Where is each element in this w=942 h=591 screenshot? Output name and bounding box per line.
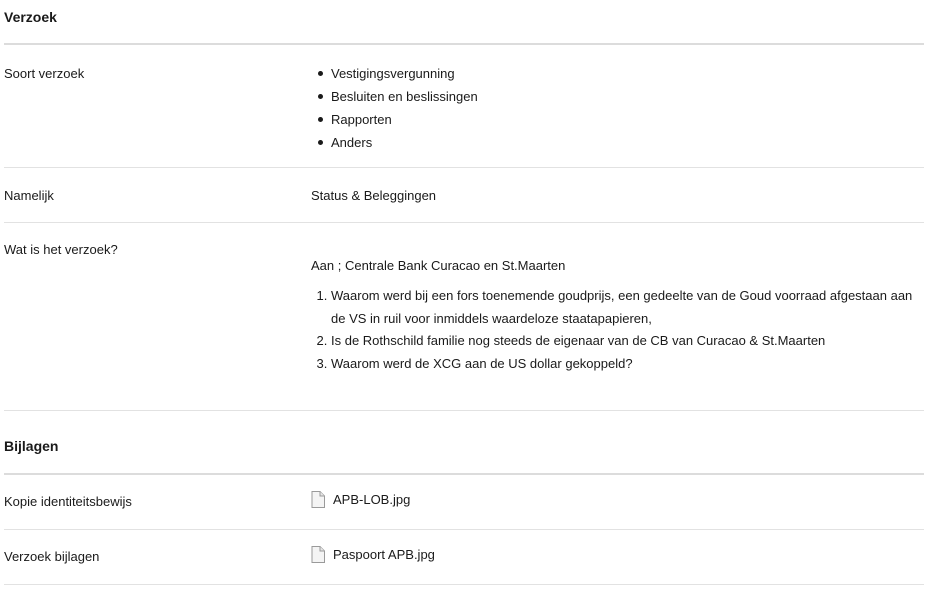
attachment-file-link[interactable] bbox=[311, 491, 924, 508]
row-request-question bbox=[4, 223, 924, 411]
row-request-type bbox=[4, 45, 924, 168]
row-attachment-id bbox=[4, 475, 924, 530]
list-item: 3. Waarom werd de XCG aan de US dollar gekoppeld? bbox=[331, 353, 924, 376]
attachment-filename[interactable]: Paspoort APB.jpg bbox=[333, 547, 435, 562]
list-item: Besluiten en beslissingen bbox=[331, 85, 924, 108]
list-item: Rapporten bbox=[331, 108, 924, 131]
namely-value: Status & Beleggingen bbox=[311, 188, 437, 203]
namely-label: Namelijk bbox=[4, 188, 54, 203]
section-title-attachments: Bijlagen bbox=[4, 411, 924, 475]
request-details bbox=[4, 0, 924, 585]
section-title-request: Verzoek bbox=[4, 0, 924, 45]
list-item: 2. Is de Rothschild familie nog steeds de eigenaar van de CB van Curacao & St.Maarten bbox=[331, 330, 924, 353]
list-item: 1. Waarom werd bij een fors toenemende goudprijs, een gedeelte van de Goud voorraad afgestaan aan de VS in ruil voor inmiddels waardeloze staatapapieren, bbox=[331, 285, 924, 330]
list-item: Anders bbox=[331, 131, 924, 154]
question-label: Wat is het verzoek? bbox=[4, 242, 118, 257]
attachment-filename[interactable]: APB-LOB.jpg bbox=[333, 492, 411, 507]
file-icon bbox=[311, 491, 325, 508]
list-item: Vestigingsvergunning bbox=[331, 62, 924, 85]
question-intro: Aan ; Centrale Bank Curacao en St.Maarten bbox=[311, 258, 566, 273]
attachment-label: Verzoek bijlagen bbox=[4, 549, 100, 564]
question-value bbox=[311, 242, 924, 410]
row-namely bbox=[4, 168, 924, 223]
request-type-list bbox=[311, 62, 924, 154]
file-icon bbox=[311, 546, 325, 563]
request-type-value bbox=[311, 62, 924, 167]
question-list bbox=[311, 285, 924, 375]
row-attachment-request bbox=[4, 530, 924, 585]
attachment-label: Kopie identiteitsbewijs bbox=[4, 494, 132, 509]
attachment-file-link[interactable] bbox=[311, 546, 924, 563]
request-type-label: Soort verzoek bbox=[4, 66, 85, 81]
